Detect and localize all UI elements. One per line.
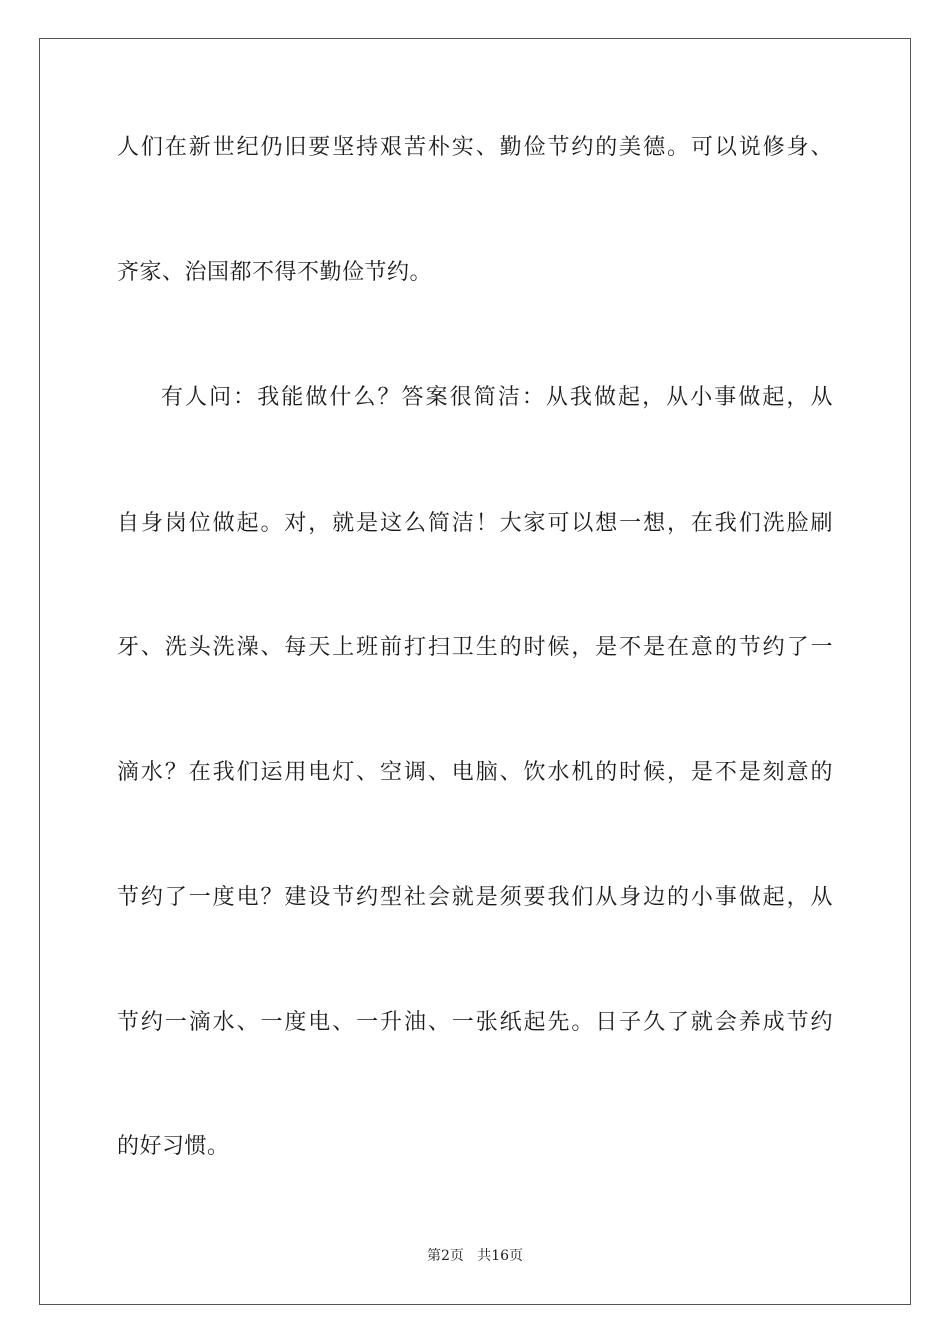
body-text-line: 有人问：我能做什么？答案很简洁：从我做起，从小事做起，从 xyxy=(161,385,833,410)
body-text-line: 齐家、治国都不得不勤俭节约。 xyxy=(117,260,433,285)
body-text-line: 牙、洗头洗澡、每天上班前打扫卫生的时候，是不是在意的节约了一 xyxy=(117,635,833,660)
page-border xyxy=(39,38,911,1305)
body-text-line: 滴水？在我们运用电灯、空调、电脑、饮水机的时候，是不是刻意的 xyxy=(117,760,833,785)
page-number-footer: 第2页 共16页 xyxy=(426,1248,524,1264)
body-text-line: 自身岗位做起。对，就是这么简洁！大家可以想一想，在我们洗脸刷 xyxy=(117,511,833,536)
body-text-line: 节约了一度电？建设节约型社会就是须要我们从身边的小事做起，从 xyxy=(117,885,833,910)
body-text-line: 人们在新世纪仍旧要坚持艰苦朴实、勤俭节约的美德。可以说修身、 xyxy=(117,135,833,160)
body-text-line: 节约一滴水、一度电、一升油、一张纸起先。日子久了就会养成节约 xyxy=(117,1010,833,1035)
body-text-line: 的好习惯。 xyxy=(117,1134,230,1159)
